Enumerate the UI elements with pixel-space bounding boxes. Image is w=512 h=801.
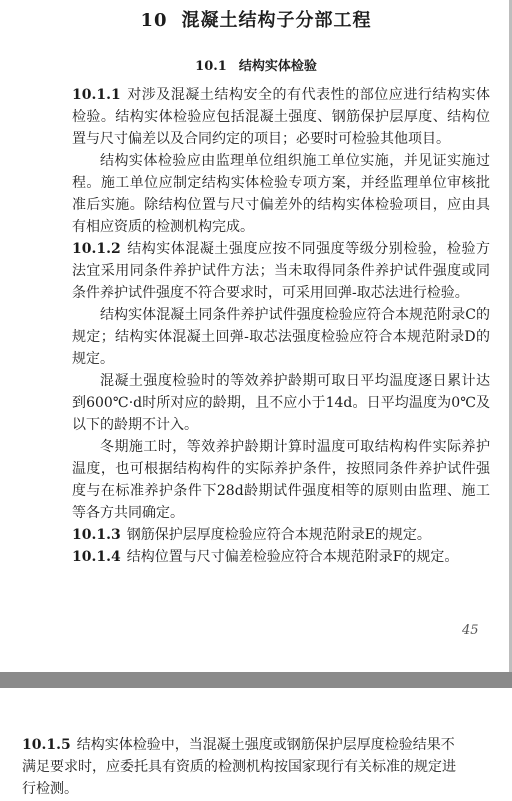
section-title-text: 结构实体检验 (238, 59, 317, 74)
paragraph-text: 结构实体检验中，当混凝土强度或钢筋保护层厚度检验结果不满足要求时，应委托具有资质的检测机构按国家现行有关标准的规定进行检测。 (22, 737, 456, 797)
paragraph-text: 结构实体混凝土强度应按不同强度等级分别检验，检验方法宜采用同条件养护试件方法；当未取得同条件养护试件强度或同条件养护试件强度不符合要求时，可采用回弹-取芯法进行检验。 (72, 241, 490, 301)
paragraph-10-1-1 (72, 84, 490, 150)
paragraph (72, 304, 490, 370)
chapter-number: 10 (140, 10, 168, 31)
clause-number: 10.1.5 (22, 737, 71, 753)
paragraph-10-1-4 (72, 546, 490, 568)
page-gap (0, 672, 512, 688)
chapter-title-text: 混凝土结构子分部工程 (181, 10, 372, 31)
clause-number: 10.1.1 (72, 87, 121, 103)
paragraph-text: 混凝土强度检验时的等效养护龄期可取日平均温度逐日累计达到600℃·d时所对应的龄期，且不应小于14d。日平均温度为0℃及以下的龄期不计入。 (72, 373, 490, 433)
clause-number: 10.1.4 (72, 549, 121, 565)
paragraph-text: 结构位置与尺寸偏差检验应符合本规范附录F的规定。 (126, 549, 459, 565)
page-number: 45 (462, 623, 479, 638)
section-number: 10.1 (195, 59, 227, 74)
section-title (0, 55, 512, 74)
paragraph (72, 150, 490, 238)
paragraph-text: 对涉及混凝土结构安全的有代表性的部位应进行结构实体检验。结构实体检验应包括混凝土强度、钢筋保护层厚度、结构位置与尺寸偏差以及合同约定的项目；必要时可检验其他项目。 (72, 87, 490, 147)
paragraph-text: 冬期施工时，等效养护龄期计算时温度可取结构构件实际养护温度，也可根据结构构件的实际养护条件，按照同条件养护试件强度与在标准养护条件下28d龄期试件强度相等的原则由监理、施工等各方共同确定。 (72, 439, 490, 521)
paragraph-text: 钢筋保护层厚度检验应符合本规范附录E的规定。 (126, 527, 431, 543)
chapter-title (0, 6, 512, 32)
paragraph-10-1-5 (22, 734, 462, 800)
paragraph-10-1-3 (72, 524, 490, 546)
paragraph-text: 结构实体检验应由监理单位组织施工单位实施，并见证实施过程。施工单位应制定结构实体检验专项方案，并经监理单位审核批准后实施。除结构位置与尺寸偏差外的结构实体检验项目，应由具有相应资质的检测机构完成。 (72, 153, 490, 235)
paragraph (72, 370, 490, 436)
paragraph-10-1-2 (72, 238, 490, 304)
next-page-text (22, 734, 462, 800)
paragraph-text: 结构实体混凝土同条件养护试件强度检验应符合本规范附录C的规定；结构实体混凝土回弹-取芯法强度检验应符合本规范附录D的规定。 (72, 307, 490, 367)
body-text (72, 84, 490, 568)
paragraph (72, 436, 490, 524)
clause-number: 10.1.2 (72, 241, 121, 257)
clause-number: 10.1.3 (72, 527, 121, 543)
